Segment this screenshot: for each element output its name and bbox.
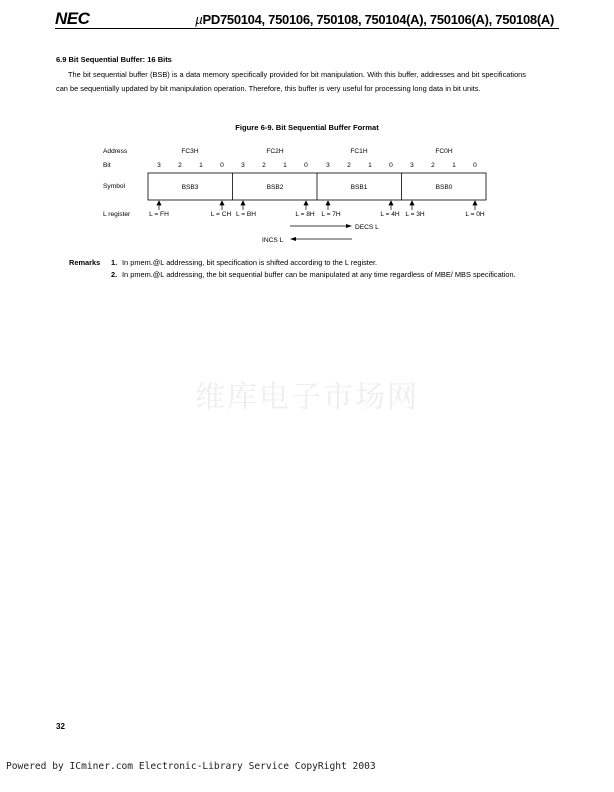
decs-arrow bbox=[290, 224, 352, 228]
bit-label: 3 bbox=[326, 162, 330, 169]
symbol-row-label: Symbol bbox=[103, 183, 125, 190]
symbol-bsb1: BSB1 bbox=[350, 184, 368, 191]
page-number: 32 bbox=[56, 722, 65, 731]
bit-label: 2 bbox=[431, 162, 435, 169]
bit-label: 1 bbox=[199, 162, 203, 169]
l-value-ch: L = CH bbox=[210, 211, 232, 218]
remark-number: 1. bbox=[111, 258, 118, 267]
section-heading: 6.9 Bit Sequential Buffer: 16 Bits bbox=[56, 55, 172, 64]
bit-numbers bbox=[157, 162, 477, 169]
l-value-4h: L = 4H bbox=[380, 211, 400, 218]
symbol-bsb3: BSB3 bbox=[181, 184, 199, 191]
incs-arrow bbox=[290, 237, 352, 241]
remarks-label: Remarks bbox=[69, 258, 101, 267]
bit-label: 3 bbox=[241, 162, 245, 169]
remark-text: In pmem.@L addressing, the bit sequential buffer can be manipulated at any time regardless of MBE/ MBS specification. bbox=[122, 270, 516, 279]
nec-logo: NEC bbox=[55, 9, 90, 28]
bit-label: 1 bbox=[368, 162, 372, 169]
watermark: 维库电子市场网 bbox=[195, 380, 419, 415]
bit-label: 2 bbox=[347, 162, 351, 169]
remark-number: 2. bbox=[111, 270, 118, 279]
bit-label: 1 bbox=[452, 162, 456, 169]
bit-label: 3 bbox=[157, 162, 161, 169]
decs-label: DECS L bbox=[355, 224, 379, 231]
bit-row-label: Bit bbox=[103, 162, 111, 169]
l-value-fh: L = FH bbox=[149, 211, 169, 218]
l-value-8h: L = 8H bbox=[295, 211, 315, 218]
section-body: The bit sequential buffer (BSB) is a data memory specifically provided for bit manipulation. With this buffer, addresses and bit specifications can be sequentially updated by bit manipulation operation. Therefore, this buffer is very useful for processing long data in bit units. bbox=[56, 70, 526, 93]
l-value-3h: L = 3H bbox=[405, 211, 425, 218]
bit-label: 2 bbox=[262, 162, 266, 169]
address-fc3h: FC3H bbox=[181, 148, 199, 155]
bit-label: 0 bbox=[220, 162, 224, 169]
bsb-format-diagram bbox=[0, 0, 614, 260]
mu-prefix: µ bbox=[195, 12, 203, 27]
l-value-7h: L = 7H bbox=[321, 211, 341, 218]
l-value-0h: L = 0H bbox=[465, 211, 485, 218]
bit-label: 0 bbox=[304, 162, 308, 169]
bit-label: 3 bbox=[410, 162, 414, 169]
l-register-row-label: L register bbox=[103, 211, 131, 218]
document-title-text: PD750104, 750106, 750108, 750104(A), 750106(A), 750108(A) bbox=[202, 12, 554, 27]
address-fc2h: FC2H bbox=[266, 148, 284, 155]
bit-label: 2 bbox=[178, 162, 182, 169]
address-row-label: Address bbox=[103, 148, 128, 155]
symbol-bsb0: BSB0 bbox=[435, 184, 453, 191]
address-fc1h: FC1H bbox=[350, 148, 368, 155]
l-value-bh: L = BH bbox=[235, 211, 257, 218]
bit-label: 0 bbox=[389, 162, 393, 169]
l-register-arrows bbox=[157, 201, 477, 210]
incs-label: INCS L bbox=[262, 237, 284, 244]
symbol-bsb2: BSB2 bbox=[266, 184, 284, 191]
bit-label: 1 bbox=[283, 162, 287, 169]
remark-text: In pmem.@L addressing, bit specification is shifted according to the L register. bbox=[122, 258, 378, 267]
bit-label: 0 bbox=[473, 162, 477, 169]
address-fc0h: FC0H bbox=[435, 148, 453, 155]
footer-copyright: Powered by ICminer.com Electronic-Library Service CopyRight 2003 bbox=[6, 761, 376, 772]
figure-title: Figure 6-9. Bit Sequential Buffer Format bbox=[235, 123, 379, 132]
